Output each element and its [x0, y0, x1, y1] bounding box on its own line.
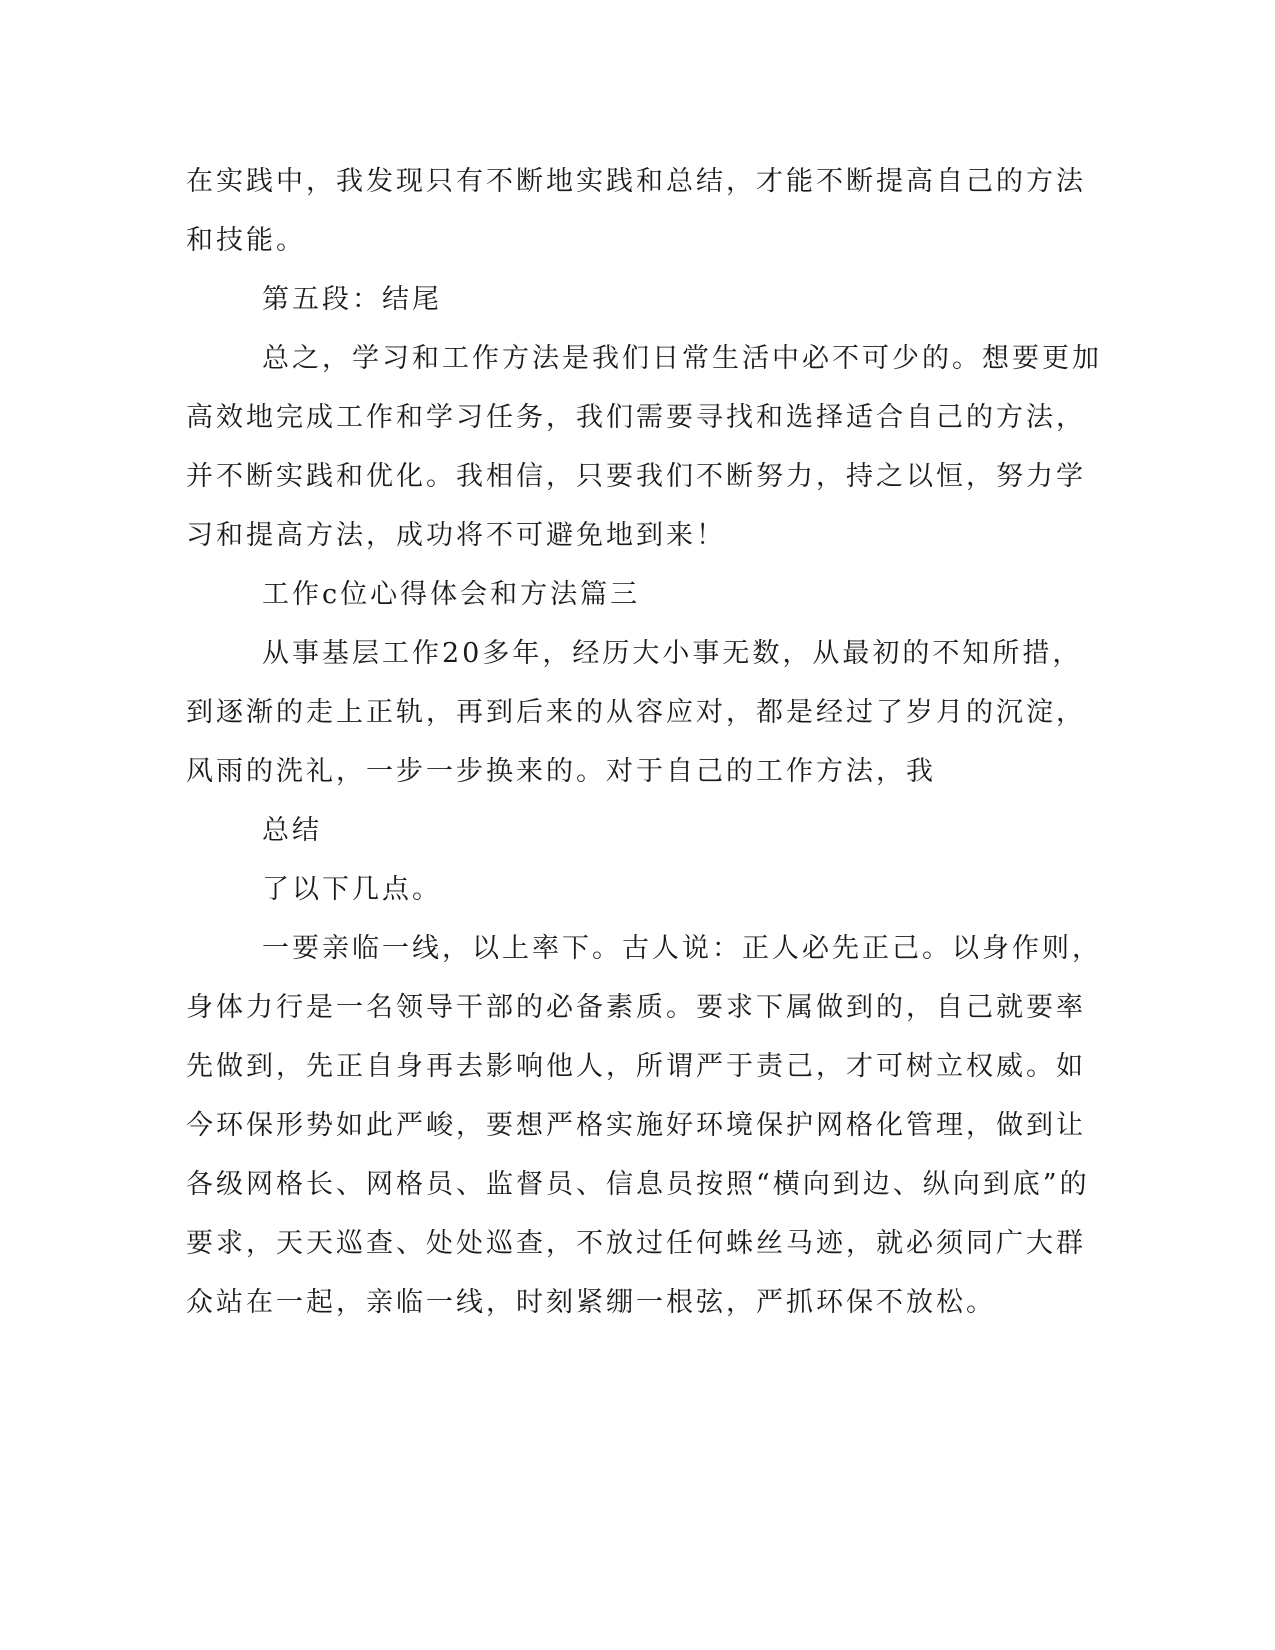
text-line: 在实践中，我发现只有不断地实践和总结，才能不断提高自己的方法 — [186, 166, 1086, 197]
text-line: 并不断实践和优化。我相信，只要我们不断努力，持之以恒，努力学 — [186, 461, 1086, 492]
text-line: 和技能。 — [186, 225, 306, 256]
text-line: 先做到，先正自身再去影响他人，所谓严于责己，才可树立权威。如 — [186, 1051, 1086, 1082]
text-line: 高效地完成工作和学习任务，我们需要寻找和选择适合自己的方法， — [186, 402, 1086, 433]
text-line: 从事基层工作20多年，经历大小事无数，从最初的不知所措， — [262, 638, 1083, 669]
text-line: 风雨的洗礼，一步一步换来的。对于自己的工作方法，我 — [186, 756, 936, 787]
text-line: 一要亲临一线，以上率下。古人说：正人必先正己。以身作则， — [262, 933, 1102, 964]
section-heading: 第五段：结尾 — [262, 284, 442, 315]
text-line: 众站在一起，亲临一线，时刻紧绷一根弦，严抓环保不放松。 — [186, 1287, 996, 1318]
text-line: 到逐渐的走上正轨，再到后来的从容应对，都是经过了岁月的沉淀， — [186, 697, 1086, 728]
text-line: 总结 — [262, 815, 322, 846]
text-line: 习和提高方法，成功将不可避免地到来！ — [186, 520, 726, 551]
text-line: 总之，学习和工作方法是我们日常生活中必不可少的。想要更加 — [262, 343, 1102, 374]
text-line: 了以下几点。 — [262, 874, 442, 905]
text-line: 今环保形势如此严峻，要想严格实施好环境保护网格化管理，做到让 — [186, 1110, 1086, 1141]
text-line: 要求，天天巡查、处处巡查，不放过任何蛛丝马迹，就必须同广大群 — [186, 1228, 1086, 1259]
text-line: 身体力行是一名领导干部的必备素质。要求下属做到的，自己就要率 — [186, 992, 1086, 1023]
text-line: 各级网格长、网格员、监督员、信息员按照“横向到边、纵向到底”的 — [186, 1169, 1090, 1200]
section-heading: 工作c位心得体会和方法篇三 — [262, 579, 641, 610]
